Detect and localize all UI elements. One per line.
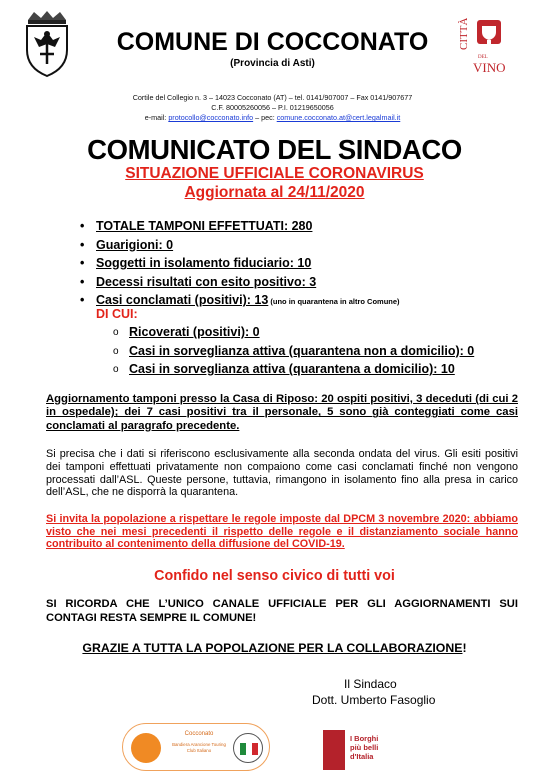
stat-item-recovered	[80, 238, 520, 257]
pec-link[interactable]: comune.cocconato.at@cert.legalmail.it	[276, 113, 401, 122]
tower-icon	[323, 730, 345, 770]
italian-flag-icon	[233, 733, 263, 763]
borghi-piu-belli-logo	[321, 728, 401, 772]
bullet-icon: •	[80, 293, 85, 307]
stat-text: Casi conclamati (positivi): 13	[96, 293, 269, 307]
sub-stat-text: Casi in sorveglianza attiva (quarantena non a domicilio): 0	[129, 343, 475, 358]
email-label: e-mail:	[144, 113, 169, 122]
bullet-icon: •	[80, 274, 85, 289]
contact-tax-codes: C.F. 80005260056 – P.I. 01219650056	[211, 103, 334, 112]
bullet-icon: •	[80, 219, 85, 233]
stat-text: Soggetti in isolamento fiduciario: 10	[96, 256, 312, 270]
bandiera-arancione-badge	[122, 723, 270, 771]
stat-item-confirmed	[80, 293, 520, 312]
thanks-message	[0, 641, 549, 655]
stats-list	[80, 219, 520, 312]
thanks-exclamation: !	[462, 641, 467, 655]
borghi-line-3: d'Italia	[350, 752, 374, 761]
contact-emails	[90, 113, 455, 122]
sub-item-surveillance-non-home	[113, 344, 533, 363]
stat-text: Guarigioni: 0	[96, 237, 174, 252]
signature-name: Dott. Umberto Fasoglio	[312, 693, 436, 707]
touring-town-name: Cocconato	[184, 731, 214, 737]
data-clarification: Si precisa che i dati si riferiscono esclusivamente alla seconda ondata del virus. Gli esiti positivi dei tamponi effettuati privatamente non compaiono come casi conclamati finché non vengono processati dall’ASL. Queste persone, tuttavia, rimangono in isolamento fino alla presa in carico dell’ASL, che ne disporrà la quarantena.	[46, 448, 518, 499]
bullet-icon: •	[80, 256, 85, 270]
stat-item-total-tests	[80, 219, 520, 238]
stat-item-isolation	[80, 256, 520, 275]
stat-item-deaths	[80, 275, 520, 294]
sub-stat-text: Casi in sorveglianza attiva (quarantena a domicilio): 10	[129, 362, 455, 376]
official-channel-notice: SI RICORDA CHE L’UNICO CANALE UFFICIALE PER GLI AGGIORNAMENTI SUI CONTAGI RESTA SEMPRE IL COMUNE!	[46, 598, 518, 624]
stat-note: (uno in quarantena in altro Comune)	[268, 297, 400, 306]
pec-label: – pec:	[253, 113, 277, 122]
province-label: (Provincia di Asti)	[230, 58, 315, 69]
svg-text:DEL: DEL	[478, 55, 488, 60]
stat-text: TOTALE TAMPONI EFFETTUATI: 280	[96, 219, 313, 233]
logo-citta-text: CITTÀ	[458, 18, 470, 50]
signature-role: Il Sindaco	[344, 677, 397, 691]
svg-text:VINO: VINO	[473, 60, 506, 75]
town-crest-icon	[22, 10, 72, 78]
situation-subtitle: SITUAZIONE UFFICIALE CORONAVIRUS	[125, 165, 424, 182]
sub-stat-text: Ricoverati (positivi): 0	[129, 325, 260, 339]
thanks-text: GRAZIE A TUTTA LA POPOLAZIONE PER LA COLLABORAZIONE	[82, 641, 463, 655]
civic-sense-message: Confido nel senso civico di tutti voi	[154, 568, 395, 584]
borghi-line-2: più belli	[350, 743, 379, 752]
circle-bullet-icon: o	[113, 345, 119, 357]
stat-text: Decessi risultati con esito positivo: 3	[96, 274, 317, 289]
bullet-icon: •	[80, 237, 85, 252]
borghi-line-1: I Borghi	[350, 734, 379, 743]
orange-flag-icon	[131, 733, 161, 763]
sub-item-hospitalized	[113, 325, 533, 344]
sub-item-surveillance-home	[113, 362, 533, 381]
email-link[interactable]: protocollo@cocconato.info	[168, 113, 254, 122]
touring-subtitle: Bandiera Arancione Touring Club Italiano	[172, 742, 226, 753]
nursing-home-update: Aggiornamento tamponi presso la Casa di Riposo: 20 ospiti positivi, 3 deceduti (di cui 2 in ospedale); dei 7 casi positivi tra il personale, 5 sono già conteggiati come casi conclamati al paragrafo precedente.	[46, 393, 518, 432]
di-cui-label: DI CUI:	[96, 307, 138, 321]
contact-address: Cortile del Collegio n. 3 – 14023 Cocconato (AT) – tel. 0141/907007 – Fax 0141/907677	[132, 93, 413, 102]
town-title: COMUNE DI COCCONATO	[116, 28, 429, 56]
communique-title: COMUNICATO DEL SINDACO	[87, 134, 462, 165]
borghi-text	[350, 734, 378, 761]
citta-del-vino-icon	[455, 18, 507, 80]
sub-stats-list	[113, 325, 533, 381]
circle-bullet-icon: o	[113, 364, 119, 375]
citta-del-vino-logo	[455, 18, 507, 80]
circle-bullet-icon: o	[113, 327, 119, 338]
dpcm-appeal: Si invita la popolazione a rispettare le regole imposte dal DPCM 3 novembre 2020: abbiamo visto che nei mesi precedenti il rispetto delle regole e il distanziamento sociale hanno contribuito al contenimento della diffusione del COVID-19.	[46, 513, 518, 551]
updated-date: Aggiornata al 24/11/2020	[184, 184, 365, 201]
